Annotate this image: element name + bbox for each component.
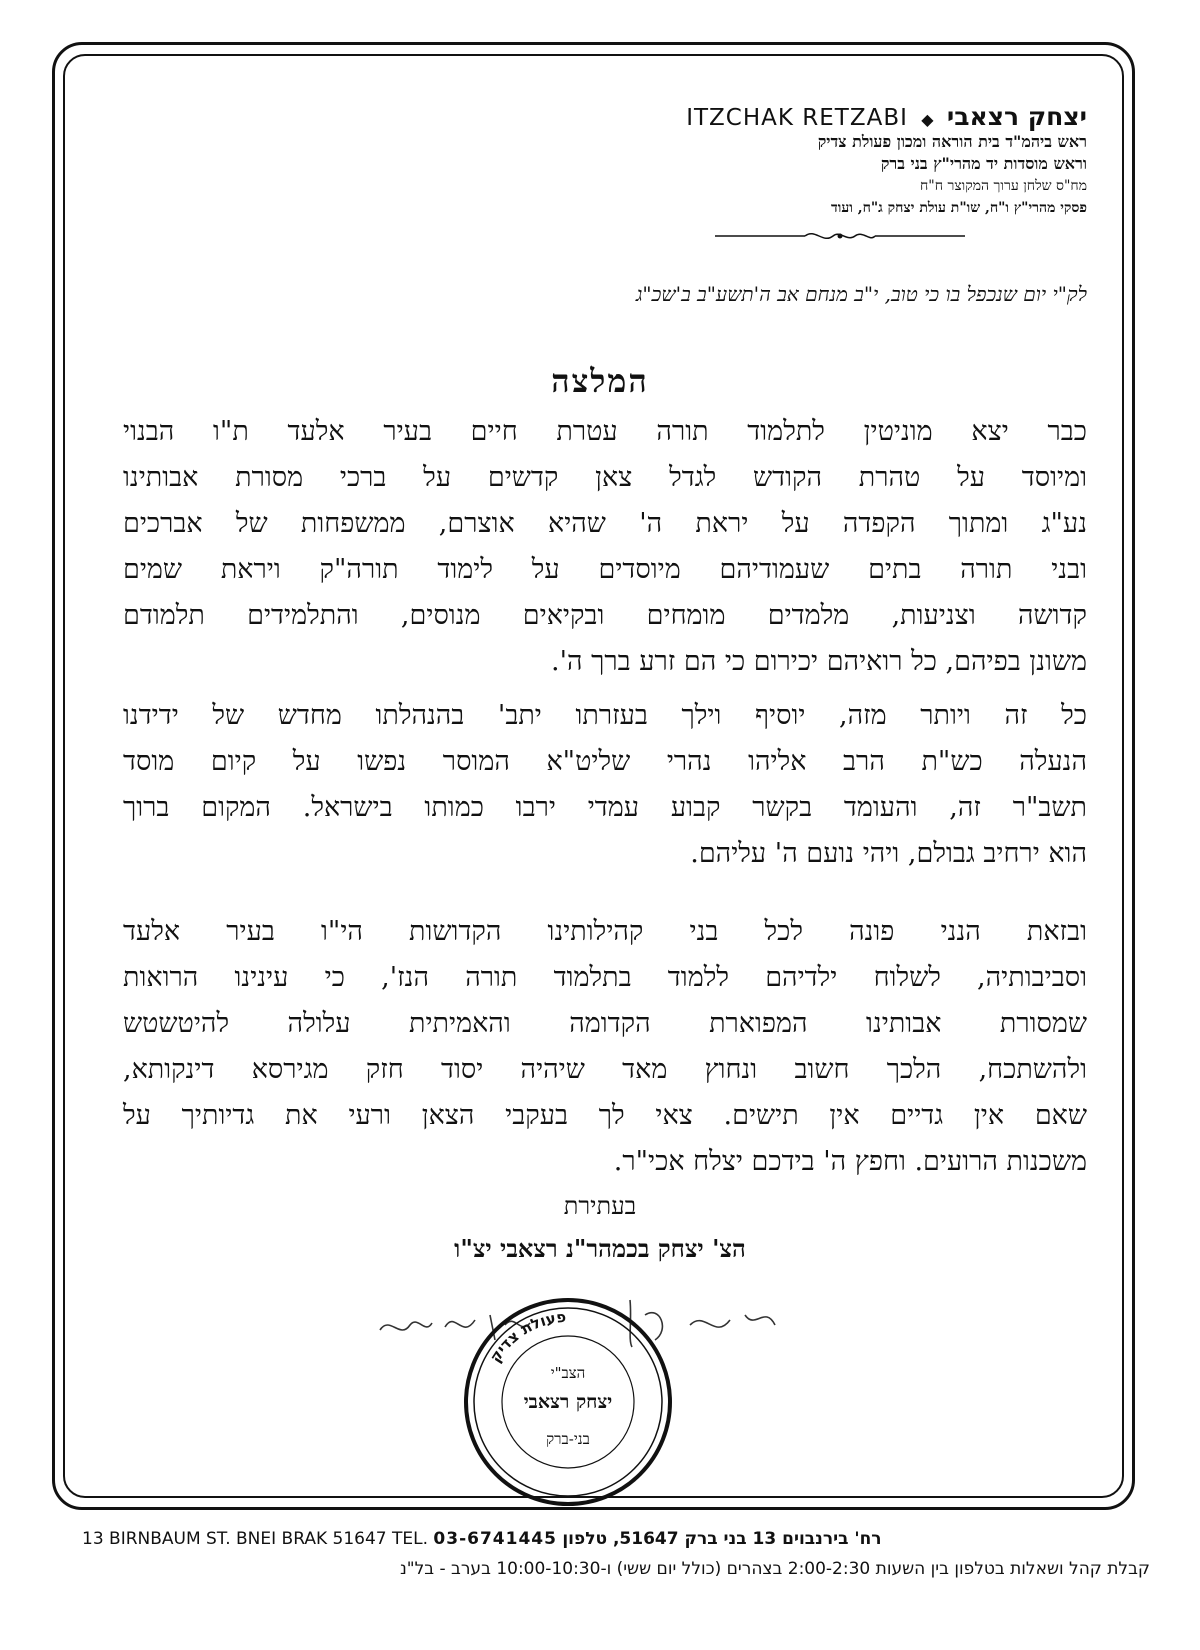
letterhead-line-2: וראש מוסדות יד מהרי"ץ בני ברק — [880, 154, 1087, 173]
footer-address — [82, 1529, 1142, 1549]
name-hebrew: יצחק רצאבי — [946, 102, 1087, 131]
paragraph-3-line: ולהשתכח, הלכך חשוב ונחוץ מאד שיהיה יסוד חזק מגירסא דינקותא, — [123, 1054, 1087, 1085]
letterhead-line-4: פסקי מהרי"ץ ו"ח, שו"ת עולת יצחק ג"ח, ועוד — [831, 200, 1087, 216]
paragraph-3 — [123, 909, 1087, 1185]
paragraph-1-line: ומיוסד על טהרת הקודש לגדל צאן קדשים על ברכי מסורת אבותינו — [123, 462, 1087, 493]
paragraph-2 — [123, 693, 1087, 877]
paragraph-1 — [123, 409, 1087, 685]
footer-address-en: 13 BIRNBAUM ST. BNEI BRAK 51647 TEL. — [82, 1529, 429, 1549]
stamp-ring-text: פעולת צדיק — [485, 1307, 567, 1366]
closing-word: בעתירת — [563, 1192, 637, 1220]
paragraph-1-line: כבר יצא מוניטין לתלמוד תורה עטרת חיים בעיר אלעד ת"ו הבנוי — [123, 416, 1087, 447]
paragraph-3-line: משכנות הרועים. וחפץ ה' בידכם יצלח אכי"ר. — [613, 1146, 1087, 1177]
paragraph-1-line: משונן בפיהם, כל רואיהם יכירום כי הם זרע ברך ה'. — [551, 646, 1087, 677]
letterhead — [527, 102, 1087, 219]
paragraph-2-line: כל זה ויותר מזה, יוסיף וילך בעזרתו יתב' בהנהלתו מחדש של ידידנו — [123, 700, 1087, 731]
paragraph-3-line: ובזאת הנני פונה לכל בני קהילותינו הקדושות הי"ו בעיר אלעד — [123, 916, 1087, 947]
stamp-line-3: בני-ברק — [546, 1430, 590, 1448]
signature-name: הצ' יצחק בכמהר"נ רצאבי יצ"ו — [454, 1234, 746, 1263]
footer-address-he: רח' בירנבוים 13 בני ברק 51647, טלפון — [562, 1529, 882, 1549]
paragraph-2-line: הנעלה כש"ת הרב אליהו נהרי שליט"א המוסר נפשו על קיום מוסד — [123, 746, 1087, 777]
official-stamp — [462, 1296, 674, 1508]
letterhead-line-3: מח"ס שלחן ערוך המקוצר ח"ח — [919, 178, 1087, 194]
letterhead-line-1: ראש ביהמ"ד בית הוראה ומכון פעולת צדיק — [817, 132, 1087, 151]
paragraph-1-line: ובני תורה בתים שעמודיהם מיוסדים על לימוד תורה"ק ויראת שמים — [123, 554, 1087, 585]
footer-hours: קבלת קהל ושאלות בטלפון בין השעות 2:00-2:30 בצהרים (כולל יום ששי) ו-10:00-10:30 בערב - בל"נ — [399, 1559, 1150, 1579]
paragraph-3-line: וסביבותיה, לשלוח ילדיהם ללמוד בתלמוד תורה הנז', כי עינינו הרואות — [123, 962, 1087, 993]
stamp-line-2: יצחק רצאבי — [523, 1391, 613, 1413]
paragraph-2-line: תשב"ר זה, והעומד בקשר קבוע עמדי ירבו כמותו בישראל. המקום ברוך — [123, 792, 1087, 823]
footer-phone: 03-6741445 — [433, 1529, 557, 1549]
paragraph-3-line: שמסורת אבותינו המפוארת הקדומה והאמיתית עלולה להיטשטש — [123, 1008, 1087, 1039]
paragraph-2-line: הוא ירחיב גבולם, ויהי נועם ה' עליהם. — [690, 838, 1087, 869]
letter-date: לק"י יום שנכפל בו כי טוב, י"ב מנחם אב ה'תשע"ב ב'שכ"ג — [635, 282, 1087, 306]
flourish-ornament — [715, 226, 965, 246]
letter-title: המלצה — [551, 362, 649, 400]
paragraph-3-line: שאם אין גדיים אין תישים. צאי לך בעקבי הצאן ורעי את גדיותיך על — [123, 1100, 1087, 1131]
name-latin: ITZCHAK RETZABI — [686, 105, 908, 131]
svg-text:פעולת צדיק — [486, 1308, 567, 1366]
paragraph-1-line: קדושה וצניעות, מלמדים מומחים ובקיאים מנוסים, והתלמידים תלמודם — [123, 600, 1087, 631]
paragraph-1-line: נע"ג ומתוך הקפדה על יראת ה' שהיא אוצרם, ממשפחות של אברכים — [123, 508, 1087, 539]
letterhead-name — [527, 102, 1087, 131]
stamp-line-1: הצב"י — [550, 1364, 586, 1382]
diamond-icon: ◆ — [921, 110, 934, 129]
